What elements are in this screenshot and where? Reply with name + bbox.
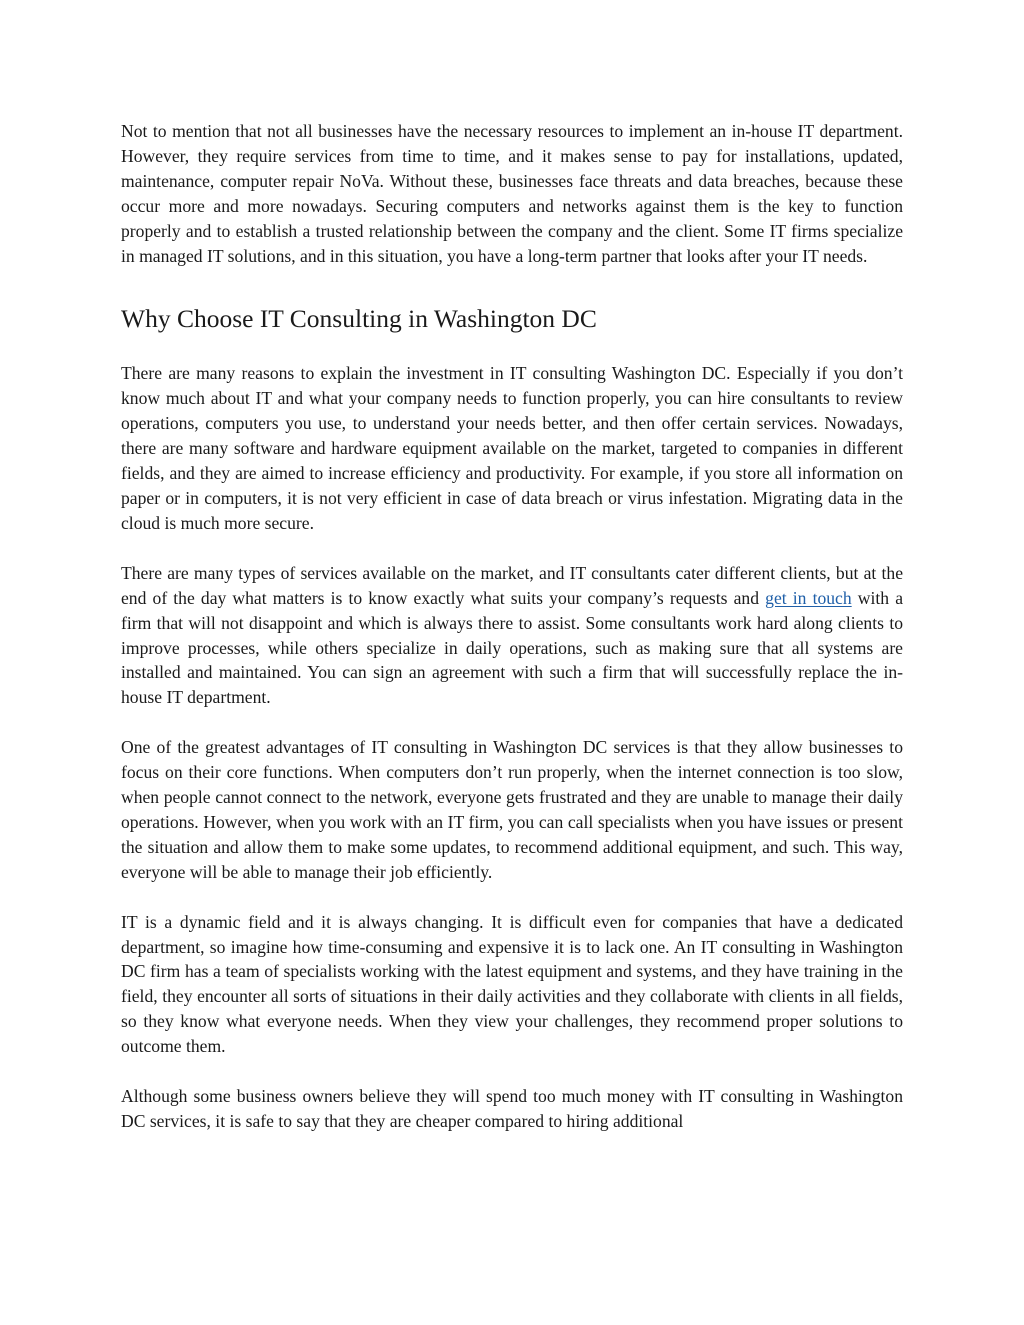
get-in-touch-link[interactable]: get in touch: [765, 587, 852, 608]
paragraph-services-text-end: with a firm that will not disappoint and which is always there to assist. Some consultants work hard along clients to improve processes, while others specialize in daily operations, such as making sure that all systems are installed and maintained. You can sign an agreement with such a firm that will successfully replace the in-house IT department.: [121, 587, 903, 708]
section-heading: Why Choose IT Consulting in Washington DC: [121, 304, 597, 334]
paragraph-services: [121, 561, 903, 710]
paragraph-services-text-start: There are many types of services available on the market, and IT consultants cater different clients, but at the end of the day what matters is to know exactly what suits your company’s requests and: [121, 562, 903, 608]
paragraph-cost: Although some business owners believe they will spend too much money with IT consulting in Washington DC services, it is safe to say that they are cheaper compared to hiring additional: [121, 1086, 903, 1131]
paragraph-advantages: One of the greatest advantages of IT consulting in Washington DC services is that they allow businesses to focus on their core functions. When computers don’t run properly, when the internet connection is too slow, when people cannot connect to the network, everyone gets frustrated and they are unable to manage their daily operations. However, when you work with an IT firm, you can call specialists when you have issues or present the situation and allow them to make some updates, to recommend additional equipment, and such. This way, everyone will be able to manage their job efficiently.: [121, 737, 903, 882]
paragraph-dynamic-field: IT is a dynamic field and it is always changing. It is difficult even for companies that have a dedicated department, so imagine how time-consuming and expensive it is to lack one. An IT consulting in Washington DC firm has a team of specialists working with the latest equipment and systems, and they have training in the field, they encounter all sorts of situations in their daily activities and they collaborate with clients in all fields, so they know what everyone needs. When they view your challenges, they recommend proper solutions to outcome them.: [121, 911, 903, 1057]
paragraph-reasons: There are many reasons to explain the investment in IT consulting Washington DC. Especially if you don’t know much about IT and what your company needs to function properly, you can hire consultants to review operations, computers you use, to understand your needs better, and then offer certain services. Nowadays, there are many software and hardware equipment available on the market, targeted to companies in different fields, and they are aimed to increase efficiency and productivity. For example, if you store all information on paper or in computers, it is not very efficient in case of data breach or virus infestation. Migrating data in the cloud is much more secure.: [121, 363, 903, 533]
paragraph-intro: Not to mention that not all businesses have the necessary resources to implement an in-house IT department. However, they require services from time to time, and it makes sense to pay for installations, updated, maintenance, computer repair NoVa. Without these, businesses face threats and data breaches, because these occur more and more nowadays. Securing computers and networks against them is the key to function properly and to establish a trusted relationship between the company and the client. Some IT firms specialize in managed IT solutions, and in this situation, you have a long-term partner that looks after your IT needs.: [121, 121, 903, 266]
document-page: [121, 119, 903, 1134]
